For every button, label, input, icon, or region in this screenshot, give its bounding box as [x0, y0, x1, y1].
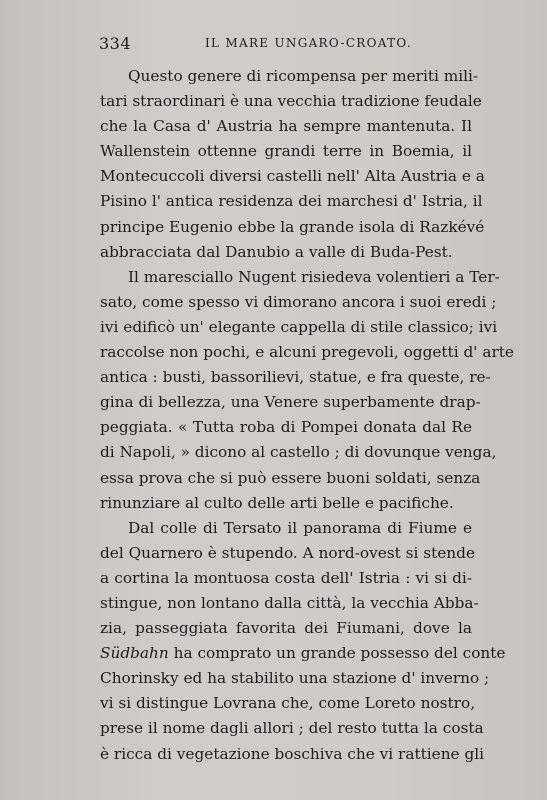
running-title: IL MARE UNGARO-CROATO.: [205, 36, 412, 50]
text-line: Südbahn ha comprato un grande possesso del conte: [100, 644, 506, 663]
text-line: sato, come spesso vi dimorano ancora i suoi eredi ;: [100, 292, 497, 311]
text-line: Wallenstein ottenne grandi terre in Boemia, il: [100, 142, 472, 161]
text-line: Il maresciallo Nugent risiedeva volentieri a Ter-: [128, 267, 500, 286]
text-line: Dal colle di Tersato il panorama di Fiume e: [128, 518, 472, 537]
text-line: ivi edificò un' elegante cappella di stile classico; ivi: [100, 317, 498, 336]
text-line: raccolse non pochi, e alcuni pregevoli, oggetti d' arte: [100, 343, 514, 362]
text-line: gina di bellezza, una Venere superbamente drap-: [100, 393, 481, 412]
text-line: prese il nome dagli allori ; del resto tutta la costa: [100, 719, 484, 738]
paragraph-2: [100, 265, 514, 516]
text-line: è ricca di vegetazione boschiva che vi rattiene gli: [100, 744, 485, 763]
text-line: del Quarnero è stupendo. A nord-ovest si stende: [100, 543, 475, 562]
text-line: di Napoli, » dicono al castello ; di dovunque venga,: [100, 443, 497, 462]
text-line: essa prova che si può essere buoni soldati, senza: [100, 468, 481, 487]
text-line: Montecuccoli diversi castelli nell' Alta Austria e a: [100, 167, 485, 186]
text-line: peggiata. « Tutta roba di Pompei donata dal Re: [100, 418, 472, 437]
text-line: principe Eugenio ebbe la grande isola di Razkévé: [100, 217, 485, 236]
paragraph-3: [100, 516, 506, 767]
page-number: 334: [99, 34, 132, 53]
text-line: tari straordinari è una vecchia tradizione feudale: [100, 92, 482, 111]
page-header: [0, 34, 547, 54]
text-line: rinunziare al culto delle arti belle e pacifiche.: [100, 493, 454, 512]
text-line: antica : busti, bassorilievi, statue, e fra queste, re-: [100, 368, 491, 387]
text-line: Pisino l' antica residenza dei marchesi d' Istria, il: [100, 192, 483, 211]
text-line: a cortina la montuosa costa dell' Istria : vi si di-: [100, 568, 472, 587]
text-line: stingue, non lontano dalla città, la vecchia Abba-: [100, 593, 479, 612]
text-line: vi si distingue Lovrana che, come Loreto nostro,: [100, 694, 476, 713]
paragraph-1: [100, 64, 485, 265]
text-line: Chorinsky ed ha stabilito una stazione d' inverno ;: [100, 669, 490, 688]
text-line: che la Casa d' Austria ha sempre mantenuta. Il: [100, 117, 472, 136]
body-text: [100, 64, 514, 767]
text-line: zia, passeggiata favorita dei Fiumani, dove la: [100, 619, 472, 638]
text-line: abbracciata dal Danubio a valle di Buda-Pest.: [100, 242, 453, 261]
text-line: Questo genere di ricompensa per meriti mili-: [128, 67, 479, 85]
